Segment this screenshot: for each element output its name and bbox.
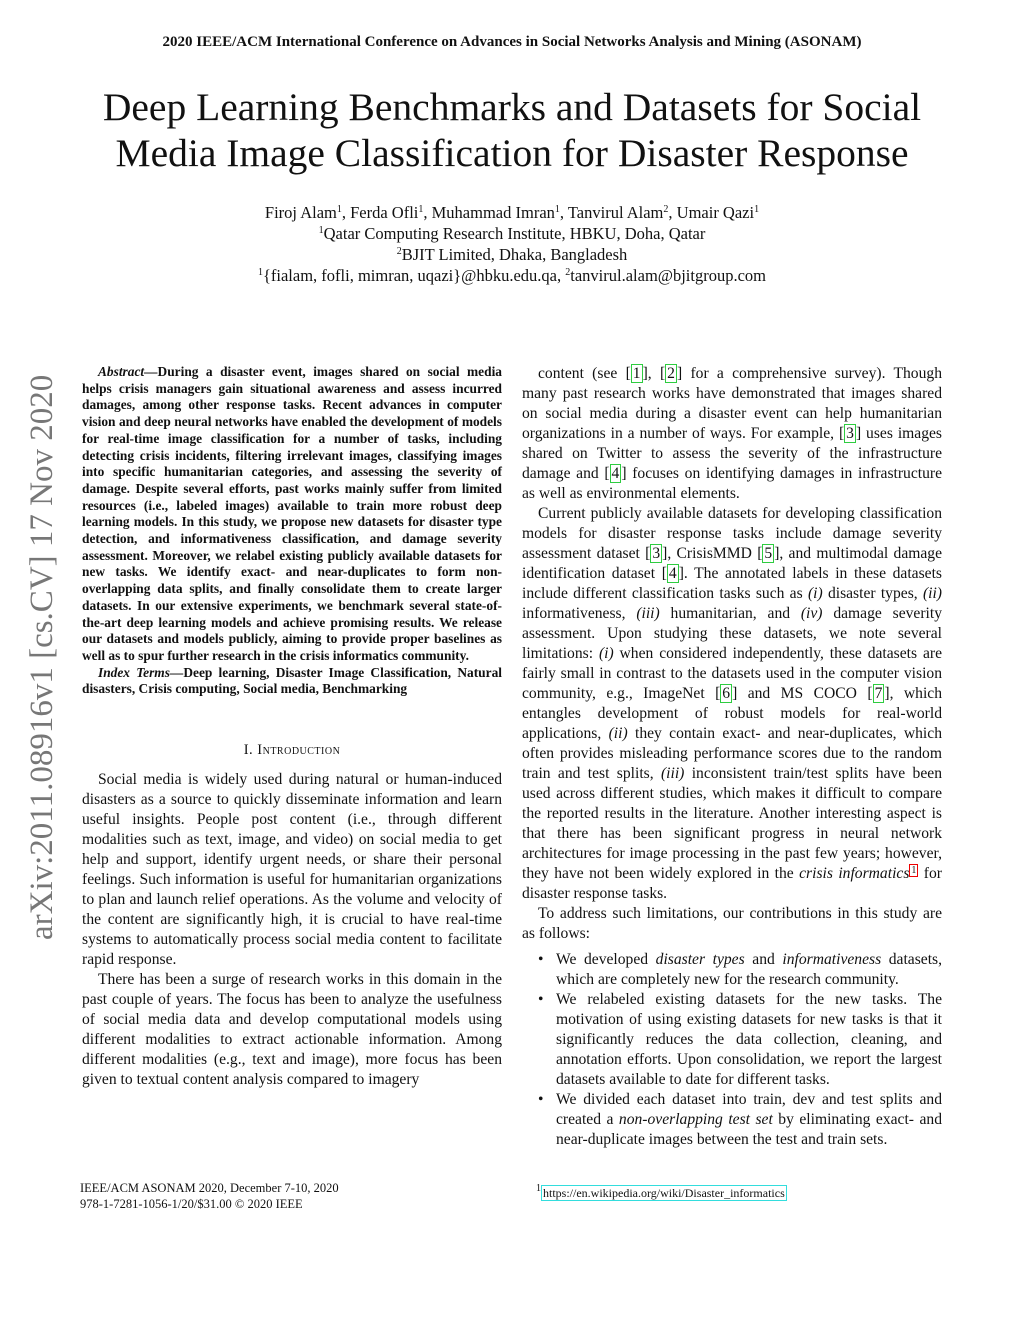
emphasis-text: (ii): [608, 725, 628, 742]
section-heading: I. Introduction: [243, 742, 341, 759]
emphasis-text: crisis informatics: [799, 865, 910, 882]
body-text: informativeness,: [522, 605, 637, 622]
emphasis-text: non-overlapping test set: [618, 1111, 773, 1128]
emphasis-text: informativeness: [782, 951, 882, 968]
affiliation-mark: 1: [554, 204, 560, 215]
body-text: damage severity assessment. Upon studying these datasets, we note several limitations:: [522, 605, 942, 662]
affiliation-mark: 1: [257, 267, 263, 278]
paragraph: [82, 770, 502, 970]
body-text: Current publicly available datasets for developing classification models for disaster response tasks include damage severity assessment dataset: [522, 505, 942, 562]
emphasis-text: (i): [598, 645, 614, 662]
author-name: Firoj Alam: [264, 203, 337, 222]
arxiv-stamp: arXiv:2011.08916v1 [cs.CV] 17 Nov 2020: [24, 374, 60, 940]
citation-link[interactable]: 4: [668, 565, 677, 582]
contributions-list: [522, 950, 942, 1150]
citation-link[interactable]: 5: [764, 545, 773, 562]
footer-isbn: 978-1-7281-1056-1/20/$31.00 © 2020 IEEE: [80, 1197, 303, 1211]
emphasis-text: (iv): [800, 605, 823, 622]
affiliation-mark: 2: [396, 246, 402, 257]
index-terms-label: Index Terms—: [98, 664, 184, 680]
body-text: inconsistent train/test splits have been used across different studies, which makes it difficult to compare the reported results in the literature. Another interesting aspect is that there has been significant progress in neural network architectures for image processing in the past few years; however, they have not been widely explored in the: [522, 765, 942, 882]
email-text: tanvirul.alam@bjitgroup.com: [570, 266, 767, 285]
paragraph: [82, 970, 502, 1090]
intro-paragraphs: [82, 770, 502, 1090]
affiliation-mark: 1: [754, 204, 760, 215]
abstract-text: During a disaster event, images shared on social media helps crisis managers gain situational awareness and assess incurred damages, among other response tasks. Recent advances in computer vision and deep neural networks have enabled the development of models for real-time image classification for a number of tasks, including detecting crisis incidents, filtering irrelevant images, classifying images into specific humanitarian categories, and assessing the severity of damage. Despite several efforts, past works mainly suffer from limited resources (i.e., labeled images) available to train more robust deep learning models. In this study, we propose new datasets for disaster type detection, and informativeness classification, and damage severity assessment. Moreover, we relabel existing publicly available datasets for new tasks. We identify exact- and near-duplicates to form non-overlapping data splits, and finally consolidate them to create larger datasets. In our extensive experiments, we benchmark several state-of-the-art deep learning models and achieve promising results. We release our datasets and models publicly, aiming to provide proper baselines as well as to spur further research in the crisis informatics community.: [82, 364, 502, 663]
body-text: There has been a surge of research works in this domain in the past couple of years. The focus has been to analyze the usefulness of social media data and develop computational models using different modalities to extract actionable information. Among different modalities (e.g., text and image), more focus has been given to textual content analysis compared to imagery: [82, 971, 502, 1089]
body-text: they contain exact- and near-duplicates, which often provides misleading performance scores due to the random train and test splits,: [522, 725, 942, 782]
contribution-item: [522, 990, 942, 1090]
body-text: when considered independently, these datasets are fairly small in contrast to the datasets used in the computer vision community, e.g., ImageNet: [522, 645, 942, 702]
footer-venue: IEEE/ACM ASONAM 2020, December 7-10, 2020: [80, 1181, 339, 1195]
body-text: Social media is widely used during natural or human-induced disasters as a source to quickly disseminate information and learn useful insights. People post content (i.e., through different modalities such as text, image, and video) on social media to get help and support, identify urgent needs, or share their personal feelings. Such information is useful for humanitarian organizations to plan and launch relief operations. As the volume and velocity of the content are significantly high, it is crucial to have real-time systems to automatically process social media content to facilitate rapid response.: [82, 771, 502, 969]
contribution-item: [522, 1090, 942, 1150]
body-text: , and multimodal damage identification dataset: [522, 545, 943, 582]
emphasis-text: (iii): [660, 765, 685, 782]
body-text: , CrisisMMD: [667, 545, 758, 562]
abstract: [82, 364, 502, 665]
citation-link[interactable]: 2: [667, 365, 675, 382]
affiliation-mark: 1: [336, 204, 342, 215]
body-text: datasets, which are completely new for the research community.: [556, 951, 942, 988]
abstract-label: Abstract—: [98, 364, 158, 379]
left-column: [82, 364, 502, 1090]
footnote-link[interactable]: https://en.wikipedia.org/wiki/Disaster_informatics: [543, 1186, 785, 1200]
affiliation-mark: 2: [663, 204, 669, 215]
body-text: , which entangles development of robust models for real-world applications,: [522, 685, 942, 742]
contribution-item: [522, 950, 942, 990]
body-text: . The annotated labels in these datasets include different classification tasks such as: [522, 565, 942, 602]
body-text: for disaster response tasks.: [522, 865, 942, 902]
email-text: {fialam, fofli, mimran, uqazi}@hbku.edu.qa,: [262, 266, 566, 285]
paragraph: [522, 904, 942, 944]
footnote: [536, 1183, 787, 1201]
body-text: disaster types,: [822, 585, 923, 602]
emphasis-text: (i): [807, 585, 823, 602]
author-name: Ferda Ofli: [350, 203, 419, 222]
body-text: uses images shared on Twitter to assess the severity of the infrastructure damage and: [522, 425, 942, 482]
body-text: focuses on identifying damages in infrastructure as well as environmental elements.: [522, 465, 942, 502]
author-name: Muhammad Imran: [431, 203, 555, 222]
affiliation-mark: 2: [565, 267, 571, 278]
affiliation-mark: 1: [318, 225, 324, 236]
citation-link[interactable]: 7: [874, 685, 883, 702]
emphasis-text: (ii): [922, 585, 942, 602]
footnote-link[interactable]: 1: [911, 865, 917, 876]
author-list: Firoj Alam$^1$, Ferda Ofli$^1$, Muhammad Imran$^1$, Tanvirul Alam$^2$, Umair Qazi$^1$: [264, 203, 760, 222]
citation-link[interactable]: 4: [611, 465, 620, 482]
conference-header: 2020 IEEE/ACM International Conference on Advances in Social Networks Analysis and Mining (ASONAM): [162, 34, 862, 50]
citation-link[interactable]: 3: [652, 545, 661, 562]
affiliation-1: [0, 223, 1024, 244]
emphasis-text: disaster types: [655, 951, 745, 968]
index-terms: [82, 665, 502, 698]
body-text: We relabeled existing datasets for the new tasks. The motivation of using existing datasets for new tasks is that it significantly reduces the data collection, cleaning, and annotation efforts. Upon consolidation, we report the largest datasets available to date for different tasks.: [556, 991, 942, 1088]
body-text: To address such limitations, our contributions in this study are as follows:: [522, 905, 942, 942]
affiliation-text: Qatar Computing Research Institute, HBKU, Doha, Qatar: [323, 224, 706, 243]
body-text: We divided each dataset into train, dev and test splits and created a: [556, 1091, 942, 1128]
body-text: and: [744, 951, 783, 968]
body-text: and MS COCO: [737, 685, 868, 702]
affiliation-mark: 1: [418, 204, 424, 215]
body-text: humanitarian, and: [659, 605, 801, 622]
body-text: by eliminating exact- and near-duplicate images between the test and train sets.: [556, 1111, 942, 1148]
body-text: We developed: [556, 951, 656, 968]
footnote-mark: 1: [536, 1183, 541, 1194]
citation-link[interactable]: 6: [722, 685, 731, 702]
citation-link[interactable]: 1: [632, 365, 641, 382]
paragraph: content (see [ 1 ], [ 2 ] for a comprehensive survey). Though many past research works have demonstrated that images shared on social media during a disaster event can help humanitarian organizations in a number of ways. For example, [ 3 ] uses images shared on Twitter to assess the severity of the infrastructure damage and [ 4 ] focuses on identifying damages in infrastructure as well as environmental elements.: [522, 365, 942, 502]
page-footer: [80, 1180, 339, 1212]
affiliation-2: [0, 244, 1024, 265]
paragraph: Current publicly available datasets for developing classification models for disaster response tasks include damage severity assessment dataset [ 3 ], CrisisMMD [ 5 ], and multimodal damage identification dataset [ 4 ]. The annotated labels in these datasets include different classification tasks such as (i) disaster types, (ii) informativeness, (iii) humanitarian, and (iv) damage severity assessment. Upon studying these datasets, we note several limitations: (i) when considered independently, these datasets are fairly small in contrast to the datasets used in the computer vision community, e.g., ImageNet [ 6 ] and MS COCO [ 7 ], which entangles development of robust models for real-world applications, (ii) they contain exact- and near-duplicates, which often provides misleading performance scores due to the random train and test splits, (iii) inconsistent train/test splits have been used across different studies, which makes it difficult to compare the reported results in the literature. Another interesting aspect is that there has been significant progress in neural network architectures for image processing in the past few years; however, they have not been widely explored in the crisis informatics $^1$ for disaster response tasks.: [522, 505, 943, 902]
paper-title: Deep Learning Benchmarks and Datasets for Social Media Image Classification for Disaster Response: [102, 85, 922, 175]
emphasis-text: (iii): [636, 605, 660, 622]
citation-link[interactable]: 3: [846, 425, 854, 442]
affiliation-text: BJIT Limited, Dhaka, Bangladesh: [401, 245, 628, 264]
author-name: Umair Qazi: [676, 203, 755, 222]
right-column: [522, 364, 942, 1150]
author-emails: [0, 265, 1024, 286]
body-paragraphs: [522, 364, 942, 944]
author-name: Tanvirul Alam: [567, 203, 664, 222]
body-text: for a comprehensive survey). Though many past research works have demonstrated that images shared on social media during a disaster event can help humanitarian organizations in a number of ways. For example,: [522, 365, 942, 442]
author-block: [0, 202, 1024, 286]
index-terms-text: Deep learning, Disaster Image Classification, Natural disasters, Crisis computing, Social media, Benchmarking: [82, 664, 502, 697]
body-text: ,: [647, 365, 660, 382]
body-text: content (see: [538, 365, 626, 382]
